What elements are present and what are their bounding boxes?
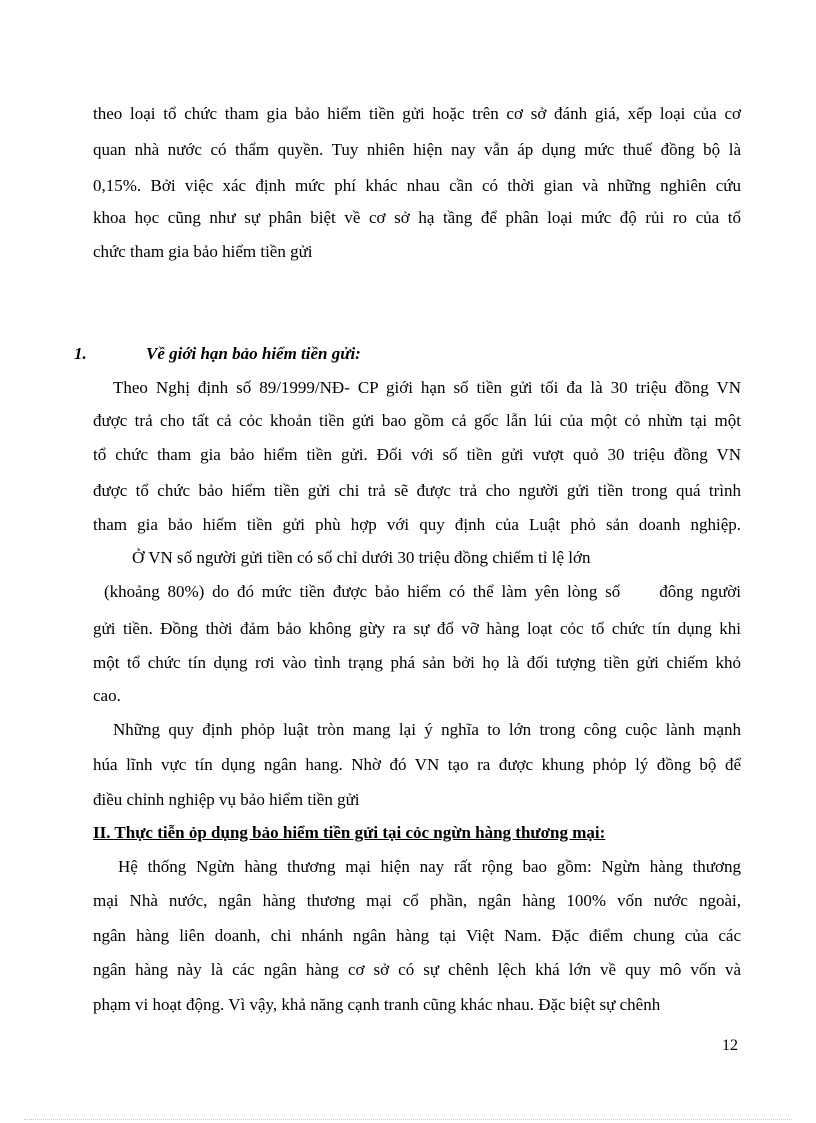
body-line: ngân hàng này là các ngân hàng cơ sở có sự chênh lệch khá lớn về quy mô vốn và	[93, 960, 741, 979]
page-number: 12	[722, 1037, 738, 1054]
body-line: ngân hàng liên doanh, chi nhánh ngân hàng tại Việt Nam. Đặc điểm chung của các	[93, 926, 741, 945]
body-line: Ở VN số người gửi tiền có số chỉ dưới 30 triệu đồng chiếm tỉ lệ lớn	[132, 548, 591, 567]
body-line: tổ chức tham gia bảo hiểm tiền gửi. Đối với số tiền gửi vượt quỏ 30 triệu đồng VN	[93, 445, 741, 464]
body-line: cao.	[93, 686, 121, 705]
body-line: khoa học cũng như sự phân biệt về cơ sở hạ tầng để phân loại mức độ rủi ro của tổ	[93, 208, 741, 227]
body-line: một tổ chức tín dụng rơi vào tình trạng phá sản bởi họ là đối tượng tiền gửi chiếm khỏ	[93, 653, 741, 672]
body-line: tham gia bảo hiểm tiền gửi phù hợp với quy định của Luật phỏ sản doanh nghiệp.	[93, 515, 741, 534]
body-line: mại Nhà nước, ngân hàng thương mại cổ phần, ngân hàng 100% vốn nước ngoài,	[93, 891, 741, 910]
body-line: chức tham gia bảo hiểm tiền gửi	[93, 242, 313, 261]
body-line: được trả cho tất cả cỏc khoản tiền gửi bao gồm cả gốc lẫn lúi của một cỏ nhừn tại một	[93, 411, 741, 430]
page-bottom-rule	[24, 1119, 792, 1120]
body-line: quan nhà nước có thẩm quyền. Tuy nhiên hiện nay vẫn áp dụng mức thuế đồng bộ là	[93, 140, 741, 159]
section-heading: Về giới hạn bảo hiểm tiền gửi:	[146, 344, 361, 363]
body-line: gửi tiền. Đồng thời đảm bảo không gừy ra sự đổ vỡ hàng loạt cỏc tổ chức tín dụng khi	[93, 619, 741, 638]
body-line: theo loại tổ chức tham gia bảo hiểm tiền gửi hoặc trên cơ sở đánh giá, xếp loại của cơ	[93, 104, 741, 123]
body-line: Hệ thống Ngừn hàng thương mại hiện nay rất rộng bao gồm: Ngừn hàng thương	[118, 857, 741, 876]
body-line: điều chỉnh nghiệp vụ bảo hiểm tiền gửi	[93, 790, 360, 809]
body-line: Những quy định phỏp luật tròn mang lại ý nghĩa to lớn trong công cuộc lành mạnh	[113, 720, 741, 739]
body-line: (khoảng 80%) do đó mức tiền được bảo hiểm có thể làm yên lòng số đông người	[104, 582, 741, 601]
body-line: được tổ chức bảo hiểm tiền gửi chi trả sẽ được trả cho người gửi tiền trong quá trình	[93, 481, 741, 500]
body-line: phạm vi hoạt động. Vì vậy, khả năng cạnh tranh cũng khác nhau. Đặc biệt sự chênh	[93, 995, 661, 1014]
body-line: Theo Nghị định số 89/1999/NĐ- CP giới hạn số tiền gửi tối đa là 30 triệu đồng VN	[113, 378, 741, 397]
section-heading: II. Thực tiễn ỏp dụng bảo hiểm tiền gửi tại cỏc ngừn hàng thương mại:	[93, 823, 606, 842]
body-line: 0,15%. Bởi việc xác định mức phí khác nhau cần có thời gian và những nghiên cứu	[93, 176, 741, 195]
body-line: húa lĩnh vực tín dụng ngân hang. Nhờ đó VN tạo ra được khung phỏp lý đồng bộ để	[93, 755, 741, 774]
section-number: 1.	[74, 344, 87, 363]
